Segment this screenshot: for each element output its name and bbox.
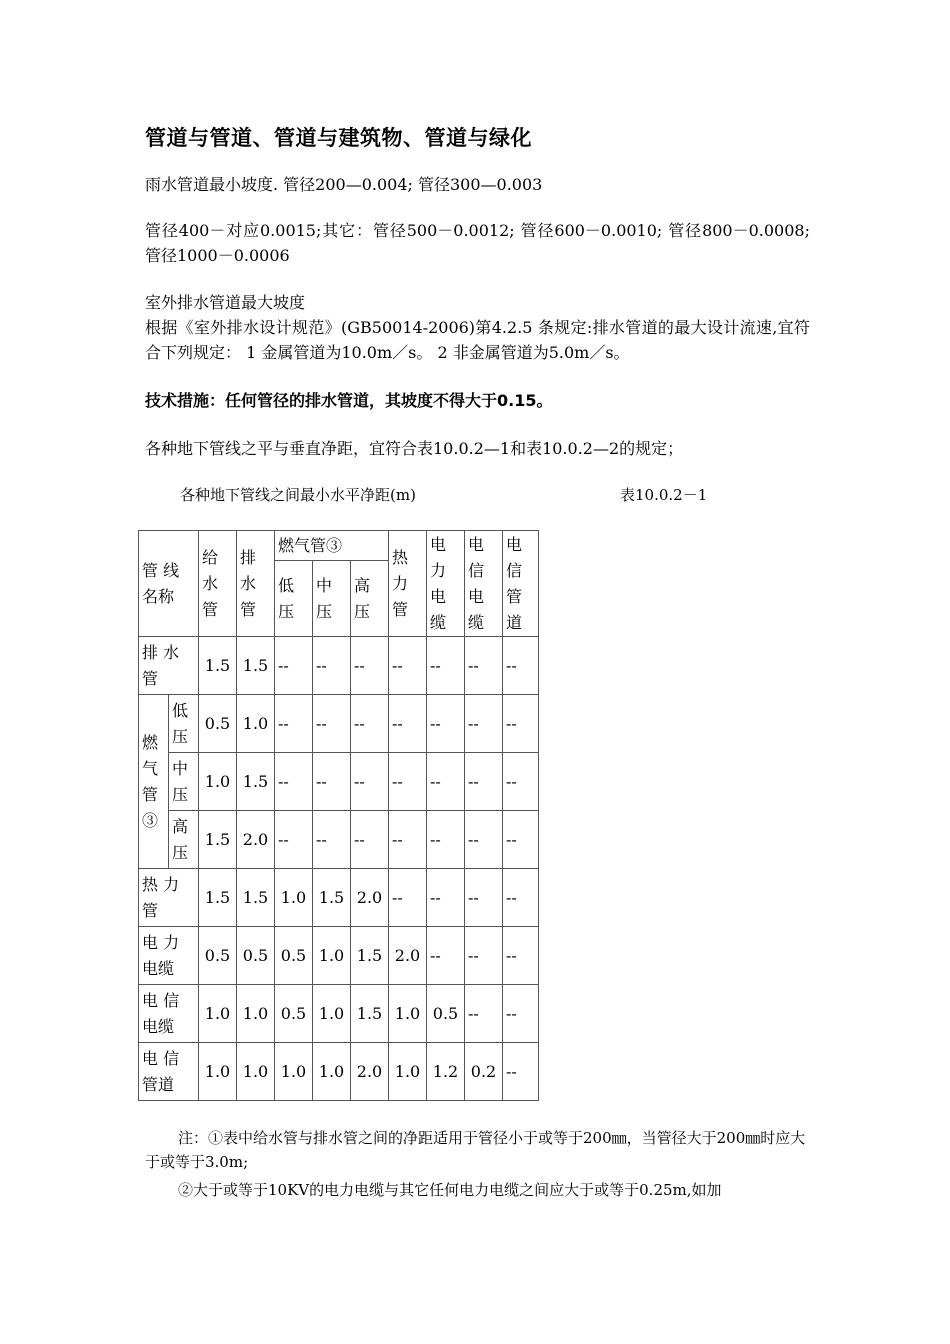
- table-cell: --: [503, 869, 539, 927]
- row-sub-label: 中压: [169, 753, 199, 811]
- table-cell: --: [465, 811, 503, 869]
- table-cell: 0.2: [465, 1043, 503, 1101]
- table-cell: --: [465, 637, 503, 695]
- table-cell: 1.5: [351, 927, 389, 985]
- table-cell: 1.0: [313, 985, 351, 1043]
- table-row: [139, 637, 539, 695]
- table-row: [139, 695, 539, 753]
- table-cell: 1.0: [237, 1043, 275, 1101]
- header-gas: 燃气管③: [275, 531, 389, 561]
- table-cell: --: [313, 753, 351, 811]
- technical-measure: 技术措施：任何管径的排水管道，其坡度不得大于0.15。: [145, 391, 553, 410]
- paragraph-rain-slope: 雨水管道最小坡度. 管径200—0.004; 管径300—0.003: [145, 175, 543, 194]
- spacing-table: [138, 530, 539, 1101]
- table-cell: --: [427, 927, 465, 985]
- table-cell: --: [503, 811, 539, 869]
- table-cell: --: [389, 753, 427, 811]
- table-row: [139, 985, 539, 1043]
- table-cell: --: [389, 811, 427, 869]
- header-pipe-name: 管 线名称: [139, 531, 199, 637]
- header-drainage: 排水管: [237, 531, 275, 637]
- table-cell: 1.5: [237, 637, 275, 695]
- table-row: [139, 753, 539, 811]
- table-cell: --: [465, 927, 503, 985]
- table-cell: 1.5: [351, 985, 389, 1043]
- table-cell: --: [351, 811, 389, 869]
- table-cell: 0.5: [275, 927, 313, 985]
- table-cell: --: [313, 695, 351, 753]
- table-cell: 1.0: [389, 1043, 427, 1101]
- row-label: 电 信电缆: [139, 985, 199, 1043]
- table-cell: --: [351, 695, 389, 753]
- table-cell: --: [503, 695, 539, 753]
- table-cell: 1.0: [237, 985, 275, 1043]
- table-row: [139, 811, 539, 869]
- table-cell: 2.0: [351, 1043, 389, 1101]
- header-telecom-cable: 电信电缆: [465, 531, 503, 637]
- table-cell: 0.5: [427, 985, 465, 1043]
- table-cell: 1.0: [199, 1043, 237, 1101]
- table-row: [139, 869, 539, 927]
- table-cell: --: [313, 637, 351, 695]
- table-cell: 1.0: [313, 1043, 351, 1101]
- table-cell: 1.0: [275, 1043, 313, 1101]
- table-cell: --: [503, 753, 539, 811]
- header-gas-high: 高压: [351, 561, 389, 637]
- table-cell: 1.0: [313, 927, 351, 985]
- paragraph-max-slope-body: 根据《室外排水设计规范》(GB50014-2006)第4.2.5 条规定:排水管道的最大设计流速,宜符合下列规定： 1 金属管道为10.0m／s。 2 非金属管道为5.0m／s。: [145, 318, 810, 362]
- table-cell: --: [465, 695, 503, 753]
- table-cell: --: [427, 753, 465, 811]
- header-water-supply: 给水管: [199, 531, 237, 637]
- table-cell: 2.0: [389, 927, 427, 985]
- table-cell: 0.5: [275, 985, 313, 1043]
- table-cell: --: [351, 637, 389, 695]
- table-cell: --: [503, 637, 539, 695]
- table-cell: 1.0: [275, 869, 313, 927]
- note-1: 注：①表中给水管与排水管之间的净距适用于管径小于或等于200㎜，当管径大于200㎜时应大于或等于3.0m;: [145, 1129, 806, 1171]
- table-cell: --: [427, 811, 465, 869]
- row-label: 热 力管: [139, 869, 199, 927]
- table-cell: 1.5: [199, 811, 237, 869]
- table-cell: 1.5: [199, 869, 237, 927]
- table-cell: --: [465, 869, 503, 927]
- table-row: [139, 1043, 539, 1101]
- header-power: 电力电缆: [427, 531, 465, 637]
- table-cell: 1.0: [199, 985, 237, 1043]
- row-sub-label: 低压: [169, 695, 199, 753]
- header-gas-mid: 中压: [313, 561, 351, 637]
- paragraph-spacing-rule: 各种地下管线之平与垂直净距，宜符合表10.0.2—1和表10.0.2—2的规定；: [145, 439, 684, 458]
- paragraph-pipe-slopes: 管径400－对应0.0015;其它：管径500－0.0012; 管径600－0.0010; 管径800－0.0008; 管径1000－0.0006: [145, 221, 810, 265]
- table-caption: 各种地下管线之间最小水平净距(m): [180, 486, 416, 504]
- header-heat: 热力管: [389, 531, 427, 637]
- table-cell: --: [351, 753, 389, 811]
- table-cell: 1.2: [427, 1043, 465, 1101]
- table-cell: 2.0: [237, 811, 275, 869]
- table-cell: --: [503, 985, 539, 1043]
- row-label: 排 水管: [139, 637, 199, 695]
- table-cell: 0.5: [199, 927, 237, 985]
- page-title: 管道与管道、管道与建筑物、管道与绿化: [145, 126, 532, 150]
- row-gas-group-label: 燃气管③: [139, 695, 169, 869]
- table-header-row: [139, 531, 539, 561]
- paragraph-max-slope-title: 室外排水管道最大坡度: [145, 293, 306, 312]
- table-cell: --: [389, 637, 427, 695]
- table-cell: --: [389, 695, 427, 753]
- table-cell: --: [275, 637, 313, 695]
- table-cell: --: [465, 985, 503, 1043]
- table-body: [139, 637, 539, 1101]
- table-cell: --: [275, 695, 313, 753]
- row-label: 电 信管道: [139, 1043, 199, 1101]
- table-cell: 1.0: [199, 753, 237, 811]
- table-cell: --: [313, 811, 351, 869]
- table-cell: --: [427, 695, 465, 753]
- table-cell: 1.5: [313, 869, 351, 927]
- table-cell: 1.0: [389, 985, 427, 1043]
- table-row: [139, 927, 539, 985]
- table-cell: 0.5: [237, 927, 275, 985]
- table-cell: --: [275, 811, 313, 869]
- header-gas-low: 低压: [275, 561, 313, 637]
- table-number: 表10.0.2－1: [620, 486, 708, 504]
- table-cell: 2.0: [351, 869, 389, 927]
- table-cell: 1.0: [237, 695, 275, 753]
- table-cell: --: [503, 1043, 539, 1101]
- row-sub-label: 高压: [169, 811, 199, 869]
- table-cell: --: [503, 927, 539, 985]
- table-cell: 1.5: [199, 637, 237, 695]
- table-cell: --: [389, 869, 427, 927]
- table-cell: 1.5: [237, 753, 275, 811]
- table-cell: 0.5: [199, 695, 237, 753]
- table-cell: --: [427, 869, 465, 927]
- table-cell: 1.5: [237, 869, 275, 927]
- row-label: 电 力电缆: [139, 927, 199, 985]
- header-telecom-duct: 电信管道: [503, 531, 539, 637]
- note-2: ②大于或等于10KV的电力电缆与其它任何电力电缆之间应大于或等于0.25m,如加: [178, 1181, 722, 1199]
- table-cell: --: [465, 753, 503, 811]
- paragraph-max-slope: [145, 290, 810, 365]
- table-cell: --: [427, 637, 465, 695]
- table-cell: --: [275, 753, 313, 811]
